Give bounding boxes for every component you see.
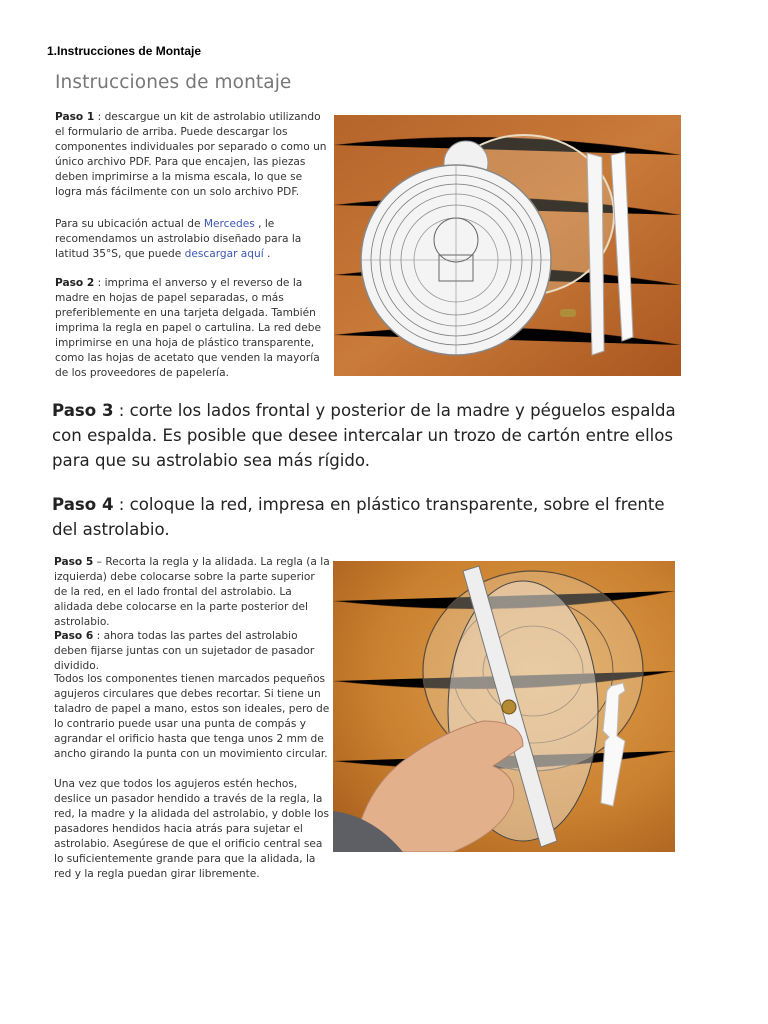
download-link[interactable]: descargar aquí [184,248,264,260]
location-text-middle: , le recomendamos un astrolabio diseñado para la latitud 35°S, que puede [55,218,302,260]
paso-6-label: Paso 6 [54,630,94,642]
paso-6-paragraph [54,629,330,674]
assembled-astrolabe-photo [333,561,675,852]
paso-4-text: : coloque la red, impresa en plástico transparente, sobre el frente del astrolabio. [52,495,665,539]
paso-1-text: : descargue un kit de astrolabio utilizando el formulario de arriba. Puede descargar los componentes individuales por separado o como un único archivo PDF. Para que encajen, las piezas deben imprimirse a la misma escala, lo que se logra más fácilmente con un solo archivo PDF. [55,111,327,198]
section-title: Instrucciones de montaje [55,72,292,93]
paso-2-text: : imprima el anverso y el reverso de la madre en hojas de papel separadas, o más preferiblemente en una tarjeta delgada. También imprima la regla en papel o cartulina. La red debe imprimirse en una hoja de plástico transparente, como las hojas de acetato que venden la mayoría de los proveedores de papelería. [55,277,321,379]
holes-paragraph [54,672,330,762]
astrolabe-parts-photo [334,115,681,376]
paso-1-paragraph [55,110,327,200]
holes-text: Todos los componentes tienen marcados pequeños agujeros circulares que debes recortar. Si tiene un taladro de papel a mano, estos son ideales, pero de lo contrario puede usar una punta de compás y agrandar el orificio hasta que tenga unos 2 mm de ancho girando la punta con un movimiento circular. [54,673,330,760]
paso-5-paragraph [54,555,330,630]
paso-4-paragraph [52,492,692,542]
paso-2-paragraph [55,276,333,381]
paso-4-label: Paso 4 [52,495,114,514]
paso-1-label: Paso 1 [55,111,95,123]
paso-2-label: Paso 2 [55,277,95,289]
location-text-after: . [263,248,271,260]
document-heading: 1.Instrucciones de Montaje [47,44,202,58]
location-text-before: Para su ubicación actual de [55,218,204,230]
paso-6-text: : ahora todas las partes del astrolabio deben fijarse juntas con un sujetador de pasador dividido. [54,630,315,672]
paso-5-text: – Recorta la regla y la alidada. La regla (a la izquierda) debe colocarse sobre la parte superior de la red, en el lado frontal del astrolabio. La alidada debe colocarse en la parte posterior del astrolabio. [54,556,330,628]
paso-3-paragraph [52,398,692,473]
pins-text: Una vez que todos los agujeros estén hechos, deslice un pasador hendido a través de la regla, la red, la madre y la alidada del astrolabio, y doble los pasadores hendidos hacia atrás para sujetar el astrolabio. Asegúrese de que el orificio central sea lo suficientemente grande para que la alidada, la red y la regla puedan girar libremente. [54,778,330,880]
paso-3-text: : corte los lados frontal y posterior de la madre y péguelos espalda con espalda. Es posible que desee intercalar un trozo de cartón entre ellos para que su astrolabio sea más rígido. [52,401,676,470]
pins-paragraph [54,777,330,882]
location-paragraph [55,217,315,262]
paso-5-label: Paso 5 [54,556,94,568]
location-link[interactable]: Mercedes [203,218,255,230]
paso-3-label: Paso 3 [52,401,114,420]
